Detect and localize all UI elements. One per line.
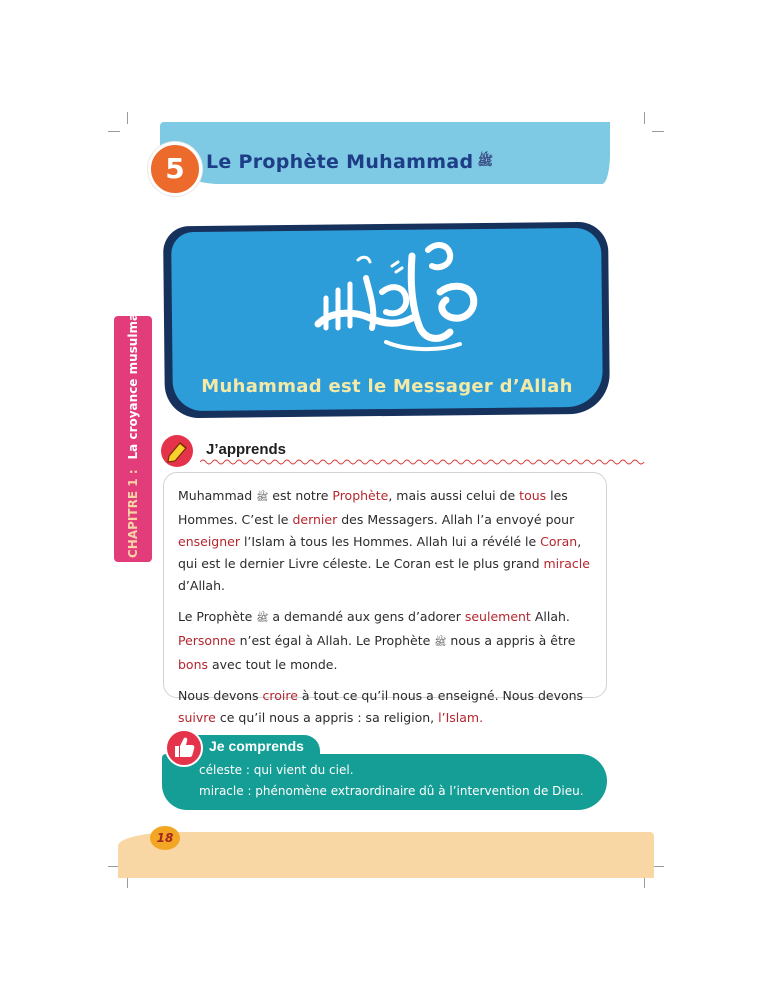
lesson-title: [206, 151, 493, 173]
text-run: , mais aussi celui de: [388, 488, 520, 503]
crop-mark: [127, 112, 128, 124]
text-run: d’Allah.: [178, 578, 225, 593]
honorific-glyph: ﷺ: [434, 637, 447, 648]
text-run: a demandé aux gens d’adorer: [268, 609, 465, 624]
honorific-glyph: ﷺ: [256, 613, 269, 624]
learn-paragraph-2: [178, 606, 592, 676]
page-number: 18: [150, 826, 180, 850]
crop-mark: [652, 131, 664, 132]
keyword: Coran: [540, 534, 578, 549]
crop-mark: [108, 131, 120, 132]
text-run: Allah.: [530, 609, 570, 624]
text-run: Nous devons: [178, 688, 263, 703]
crop-mark: [644, 112, 645, 124]
hero-caption: Muhammad est le Messager d’Allah: [201, 376, 573, 397]
text-run: , qui est le dernier Livre céleste. Le Coran est le plus grand: [178, 534, 582, 571]
wavy-underline: [200, 458, 645, 466]
learn-heading: J’apprends: [206, 441, 287, 458]
side-chapter-title: La croyance musulmane: [126, 296, 140, 460]
text-run: ce qu’il nous a appris : sa religion,: [215, 710, 439, 725]
learn-text-box: [163, 472, 607, 725]
chapter-side-tab: [114, 296, 152, 562]
text-run: avec tout le monde.: [208, 657, 338, 672]
keyword: Prophète: [332, 488, 389, 503]
definition-miracle: miracle : phénomène extraordinaire dû à l’intervention de Dieu.: [199, 784, 584, 798]
learn-paragraph-1: [178, 485, 592, 597]
comprends-heading: Je comprends: [209, 738, 304, 754]
keyword: dernier: [292, 512, 338, 527]
text-run: à tout ce qu’il nous a enseigné. Nous devons: [297, 688, 584, 703]
keyword: suivre: [178, 710, 216, 725]
keyword: bons: [178, 657, 209, 672]
footer-band: [118, 832, 654, 878]
text-run: les Hommes. C’est le: [178, 488, 568, 527]
keyword: miracle: [543, 556, 590, 571]
keyword: tous: [519, 488, 547, 503]
calligraphy-illustration: [300, 232, 490, 360]
text-run: nous a appris à être: [446, 633, 576, 648]
chapter-side-label: [124, 296, 162, 558]
text-run: l’Islam à tous les Hommes. Allah lui a révélé le: [239, 534, 541, 549]
side-chapter-number: CHAPITRE 1 :: [126, 469, 140, 558]
pencil-icon: [160, 434, 194, 468]
keyword: Personne: [178, 633, 236, 648]
lesson-title-text: Le Prophète Muhammad: [206, 151, 474, 173]
text-run: Muhammad: [178, 488, 257, 503]
definition-celeste: céleste : qui vient du ciel.: [199, 763, 354, 777]
text-run: n’est égal à Allah. Le Prophète: [235, 633, 435, 648]
keyword: seulement: [464, 609, 531, 624]
keyword: enseigner: [178, 534, 240, 549]
text-run: des Messagers. Allah l’a envoyé pour: [337, 512, 575, 527]
honorific-glyph: ﷺ: [477, 154, 494, 169]
text-run: Le Prophète: [178, 609, 257, 624]
keyword: l’Islam.: [438, 710, 484, 725]
learn-paragraph-3: [178, 685, 592, 729]
text-run: est notre: [268, 488, 333, 503]
thumbs-up-icon: [164, 728, 204, 768]
keyword: croire: [262, 688, 298, 703]
lesson-number-badge: 5: [148, 142, 202, 196]
honorific-glyph: ﷺ: [256, 492, 269, 503]
